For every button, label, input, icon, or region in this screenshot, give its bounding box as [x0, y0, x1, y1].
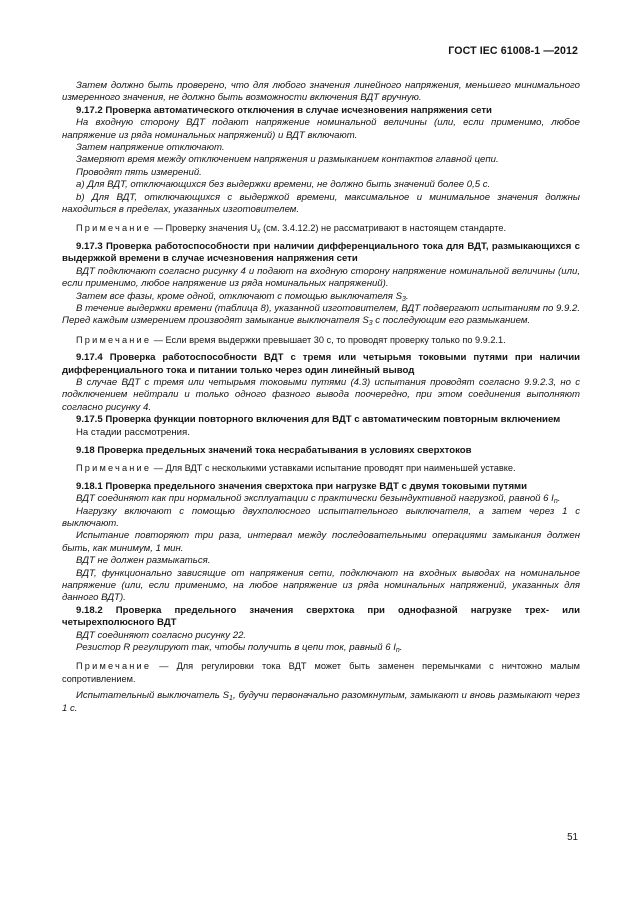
section-heading-9-17-3: 9.17.3 Проверка работоспособности при наличии дифференциального тока для ВДТ, размыкающихся с выдержкой времени в случае исчезновения напряжения сети — [62, 240, 580, 265]
paragraph: Затем напряжение отключают. — [76, 142, 225, 154]
paragraph: На входную сторону ВДТ подают напряжение номинальной величины (или, если применимо, любое напряжение из ряда номинальных напряжений) и ВДТ включают. — [62, 117, 580, 141]
note-2: Примечание — Если время выдержки превышает 30 с, то проводят проверку только по 9.9.2.1. — [76, 334, 506, 345]
note-4: Примечание — Для регулировки тока ВДТ может быть заменен перемычками с ничтожно малым сопротивлением. — [62, 661, 580, 684]
paragraph: Нагрузку включают с помощью двухполюсного испытательного выключателя, а затем через 1 с выключают. — [62, 505, 580, 529]
paragraph: Замеряют время между отключением напряжения и размыканием контактов главной цепи. — [76, 154, 499, 166]
note-label: Примечание — [76, 223, 152, 234]
note-3: Примечание — Для ВДТ с несколькими уставками испытание проводят при наименьшей уставке. — [76, 463, 516, 474]
paragraph: Затем все фазы, кроме одной, отключают с помощью выключателя $S_3$. — [76, 290, 409, 303]
standard-header: ГОСТ IEC 61008-1 —2012 — [448, 45, 578, 57]
note-1: Примечание — Проверку значения $U_x$ (см. 3.4.12.2) не рассматривают в настоящем стандарте. — [76, 223, 507, 236]
paragraph: ВДТ не должен размыкаться. — [76, 555, 211, 567]
paragraph: Испытательный выключатель $S_1$, будучи первоначально разомкнутым, замыкают и вновь размыкают через 1 с. — [62, 690, 580, 714]
section-heading-9-17-4: 9.17.4 Проверка работоспособности ВДТ с тремя или четырьмя токовыми путями при наличии дифференциального тока и питании только через один линейный вывод — [62, 352, 580, 376]
note-label: Примечание — [76, 463, 152, 474]
section-heading-9-18-1: 9.18.1 Проверка предельного значения сверхтока при нагрузке ВДТ с двумя токовыми путями — [76, 480, 528, 492]
paragraph: Испытание повторяют три раза, интервал между последовательными операциями замыкания должен быть, как минимум, 1 мин. — [62, 530, 580, 554]
note-label: Примечание — [76, 334, 152, 345]
paragraph: ВДТ соединяют как при нормальной эксплуатации с практически безындуктивной нагрузкой, равной 6 $I_n$. — [76, 493, 561, 506]
section-heading-9-17-5: 9.17.5 Проверка функции повторного включения для ВДТ с автоматическим повторным включением — [76, 414, 561, 426]
paragraph: Проводят пять измерений. — [76, 166, 202, 178]
paragraph: В случае ВДТ с тремя или четырьмя токовыми путями (4.3) испытания проводят согласно 9.9.2.3, но с подключением нейтрали и только одного фазного вывода поочередно, при этом соединения выполняют согласно рисунку 4. — [62, 376, 580, 413]
page-number: 51 — [567, 832, 578, 843]
paragraph: В течение выдержки времени (таблица 8), указанной изготовителем, ВДТ подвергают испытаниям по 9.9.2. Перед каждым измерением производят замыкание выключателя $S_3$ с последующим его размыканием. — [62, 302, 580, 328]
paragraph: ВДТ подключают согласно рисунку 4 и подают на входную сторону напряжение номинальной величины (или, если применимо, любое напряжение из ряда номинальных напряжений). — [62, 265, 580, 290]
paragraph: На стадии рассмотрения. — [76, 426, 190, 438]
page-content — [62, 80, 580, 715]
section-heading-9-18-2: 9.18.2 Проверка предельного значения сверхтока при однофазной нагрузке трех- или четырехполюсного ВДТ — [62, 604, 580, 629]
note-label: Примечание — [76, 661, 152, 672]
paragraph: Резистор R регулируют так, чтобы получить в цепи ток, равный 6 $I_n$. — [76, 642, 403, 655]
list-item-a: a) Для ВДТ, отключающихся без выдержки времени, не должно быть значений более 0,5 с. — [76, 179, 491, 191]
paragraph: ВДТ соединяют согласно рисунку 22. — [76, 629, 247, 641]
section-heading-9-18: 9.18 Проверка предельных значений тока несрабатывания в условиях сверхтоков — [76, 444, 472, 456]
list-item-b: b) Для ВДТ, отключающихся с выдержкой времени, максимальное и минимальное значения должны находиться в пределах, указанных изготовителем. — [62, 191, 580, 216]
paragraph: ВДТ, функционально зависящие от напряжения сети, подключают на входных выводах на номинальное напряжение (или, если применимо, на любое напряжение из ряда номинальных напряжений, указанных для данного ВДТ). — [62, 567, 580, 604]
section-heading-9-17-2: 9.17.2 Проверка автоматического отключения в случае исчезновения напряжения сети — [76, 104, 492, 116]
paragraph: Затем должно быть проверено, что для любого значения линейного напряжения, меньшего минимального измеренного значения, не должно быть возможности включения ВДТ вручную. — [62, 80, 580, 104]
